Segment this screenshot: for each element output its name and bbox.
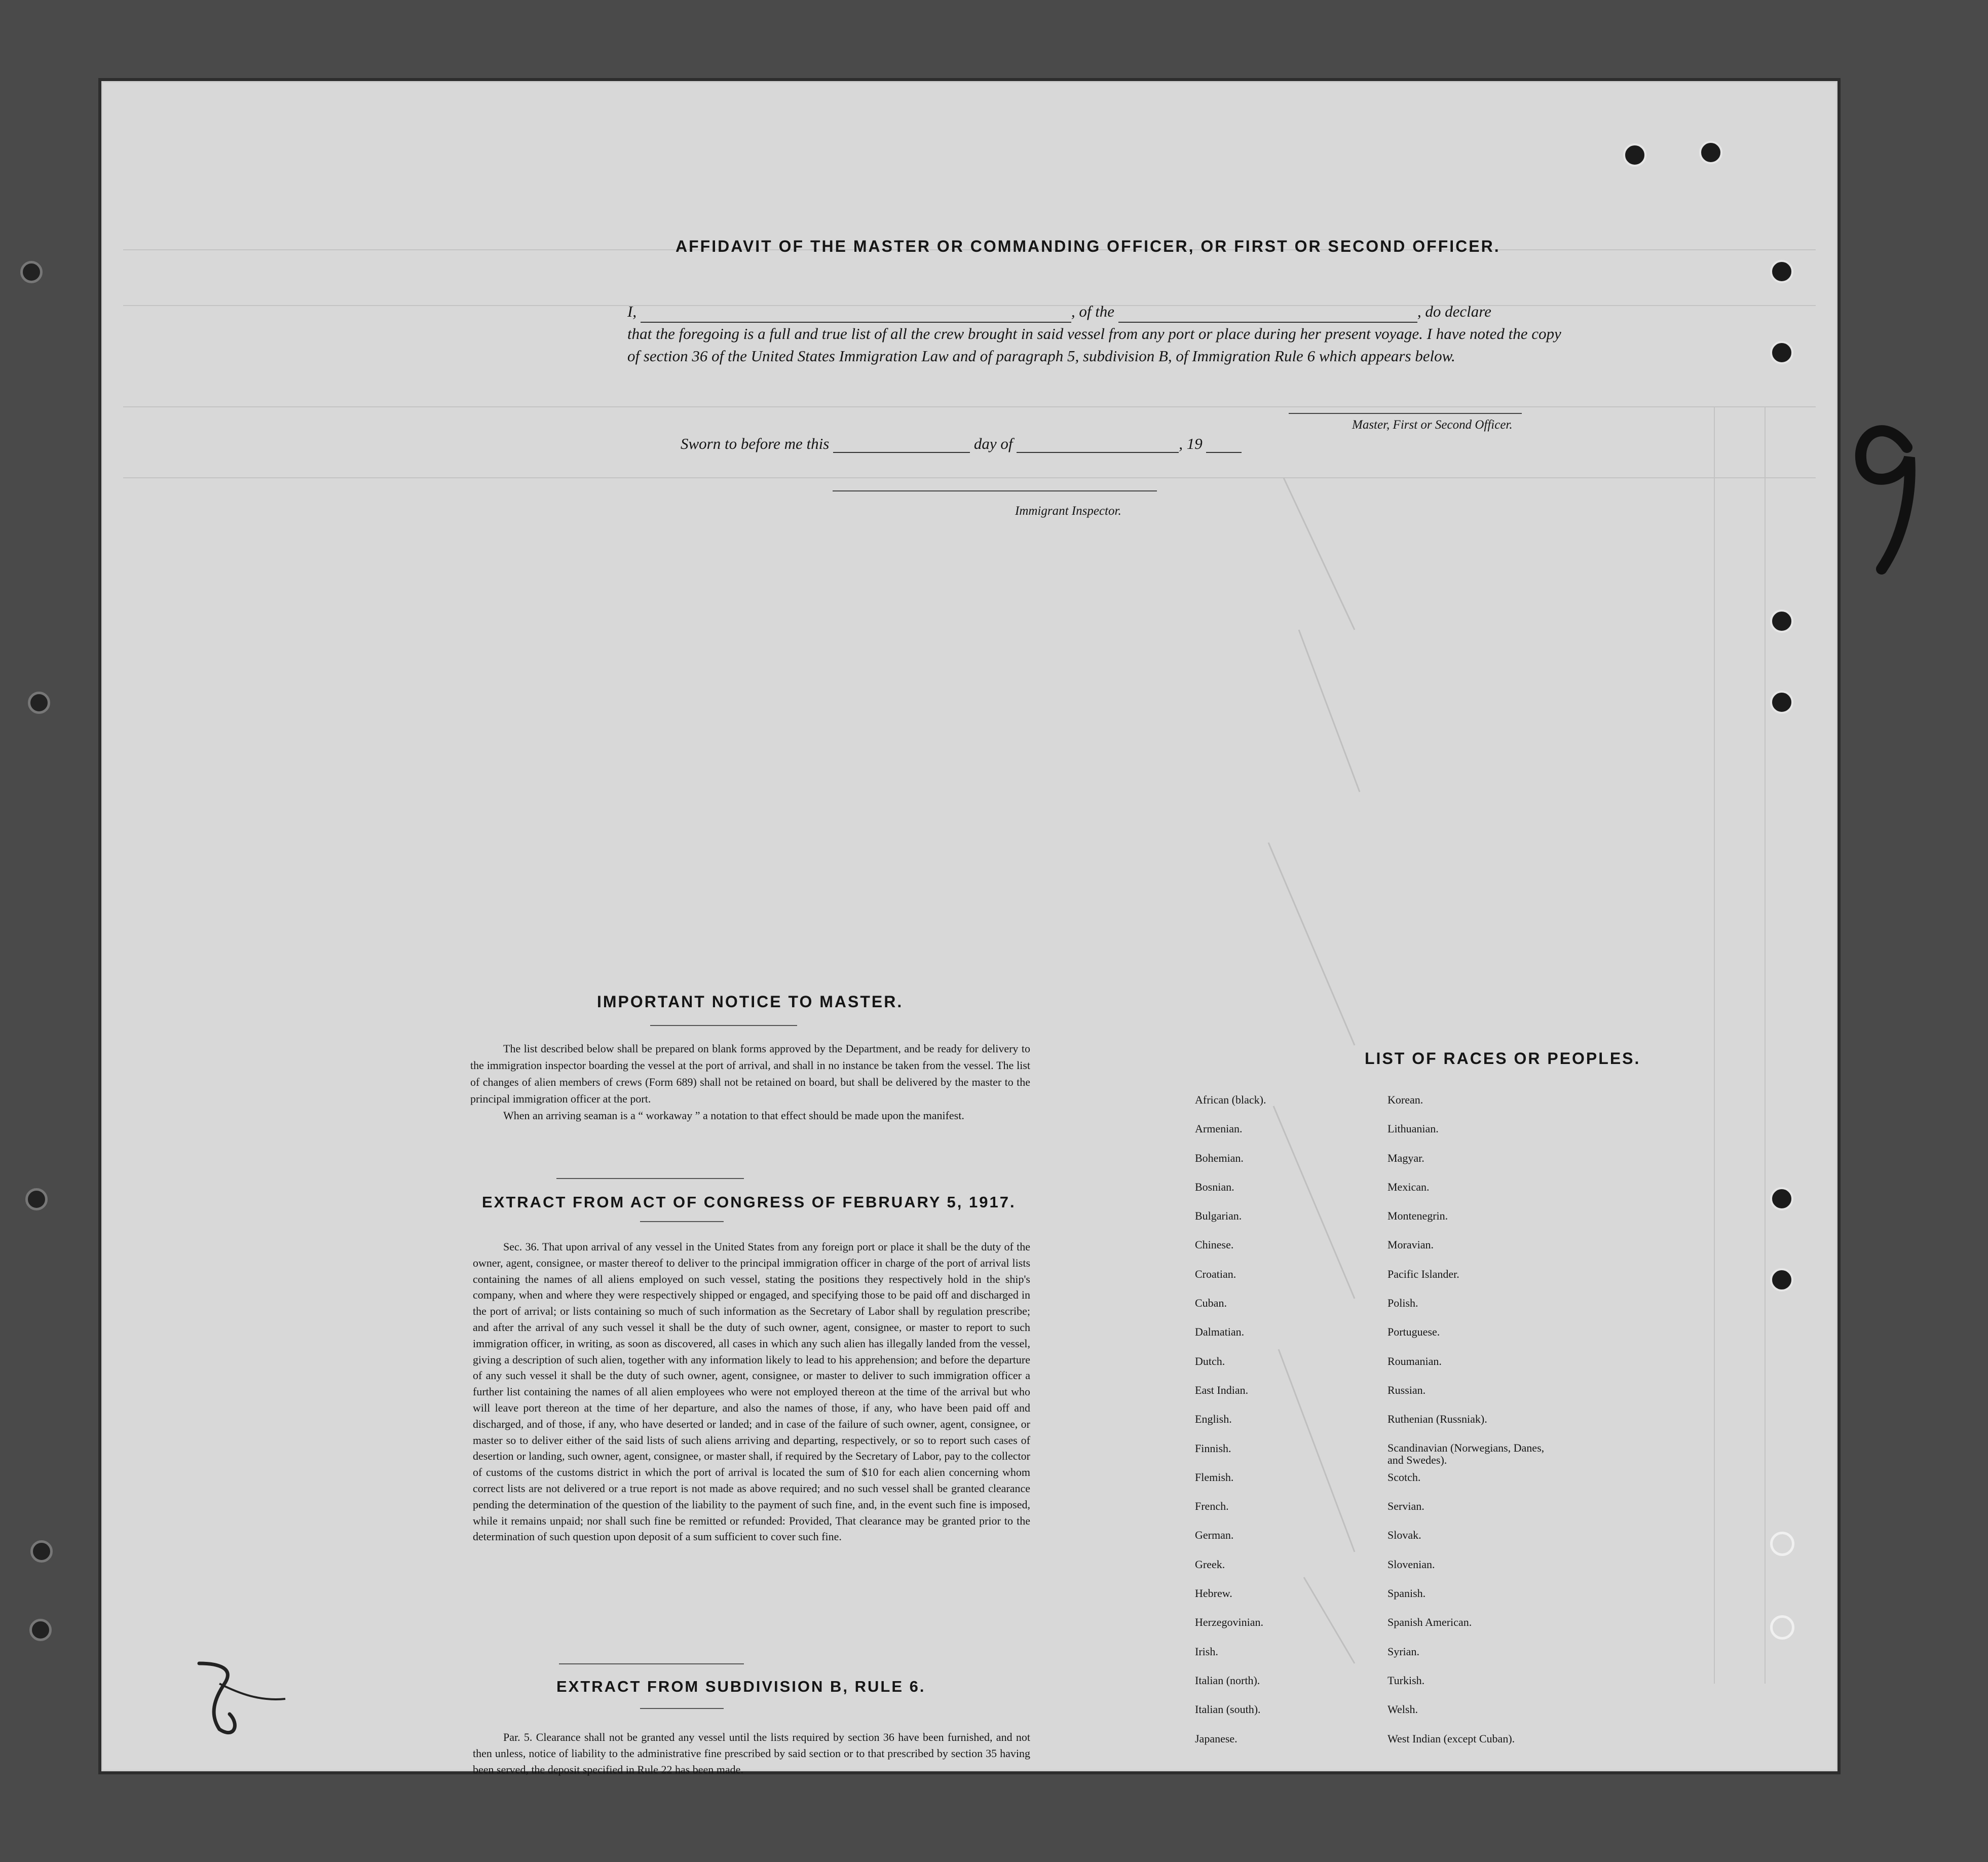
punch-hole-icon [1770, 341, 1793, 364]
race-item: Syrian. [1387, 1645, 1419, 1658]
divider [650, 1025, 797, 1026]
race-item: Bosnian. [1195, 1180, 1234, 1193]
race-item: Spanish. [1387, 1587, 1426, 1600]
race-item: Portuguese. [1387, 1325, 1440, 1339]
punch-hole-icon [1770, 1615, 1794, 1640]
affidavit-do-declare: , do declare [1417, 302, 1491, 320]
punch-hole-icon [1770, 610, 1793, 633]
race-item: Russian. [1387, 1383, 1426, 1396]
race-item: Japanese. [1195, 1732, 1237, 1745]
race-item: Magyar. [1387, 1151, 1424, 1164]
divider [640, 1221, 724, 1222]
manifest-page [101, 81, 1837, 1776]
divider [556, 1178, 744, 1179]
binder-hole-icon [20, 261, 43, 283]
punch-hole-icon [1770, 1187, 1793, 1210]
race-item: Scotch. [1387, 1470, 1421, 1484]
divider [559, 1663, 744, 1664]
affidavit-of-the: , of the [1071, 302, 1115, 320]
race-item: Finnish. [1195, 1441, 1231, 1455]
punch-hole-icon [1623, 143, 1646, 167]
sworn-day-blank[interactable] [833, 452, 970, 453]
race-item: Italian (south). [1195, 1703, 1261, 1716]
race-item: Spanish American. [1387, 1616, 1472, 1629]
races-title: LIST OF RACES OR PEOPLES. [1365, 1049, 1641, 1068]
race-item: West Indian (except Cuban). [1387, 1732, 1515, 1745]
race-item: Croatian. [1195, 1267, 1236, 1280]
race-item: Italian (north). [1195, 1674, 1260, 1687]
race-item: African (black). [1195, 1093, 1266, 1106]
master-signature-blank[interactable] [1289, 413, 1522, 414]
races-right-column [1387, 1093, 1555, 1761]
notice-text [470, 1040, 1030, 1124]
affidavit-text [627, 300, 1565, 367]
race-item: Turkish. [1387, 1674, 1425, 1687]
race-item: Moravian. [1387, 1238, 1434, 1251]
year-prefix: , 19 [1179, 435, 1203, 452]
binder-hole-icon [28, 692, 50, 714]
punch-hole-icon [1699, 141, 1722, 164]
binder-hole-icon [25, 1188, 48, 1210]
race-item: East Indian. [1195, 1383, 1249, 1396]
race-item: Slovak. [1387, 1529, 1421, 1542]
sworn-label: Sworn to before me this [681, 435, 830, 452]
race-item: Bulgarian. [1195, 1209, 1242, 1223]
affidavit-body-text: that the foregoing is a full and true list of all the crew brought in said vessel from any port or place during her present voyage. I have noted the copy of section 36 of the United States Immigration Law and of paragraph 5, subdivision B, of Immigration Rule 6 which appears below. [627, 325, 1561, 365]
race-item: Polish. [1387, 1297, 1418, 1310]
race-item: Dutch. [1195, 1354, 1225, 1367]
divider [640, 1708, 724, 1709]
races-left-column [1195, 1093, 1266, 1761]
punch-hole-icon [1770, 1532, 1794, 1556]
act-section-36-text: Sec. 36. That upon arrival of any vessel in the United States from any foreign port or place it shall be the duty of the owner, agent, consignee, or master thereof to deliver to the principal immigration officer in charge of the port of arrival lists containing the names of all aliens employed on such vessel, stating the positions they respectively hold in the ship's company, when and where they were respectively shipped or engaged, and specifying those to be paid off and discharged in the port of arrival; or lists containing so much of such information as the Secretary of Labor shall by regulation prescribe; and after the arrival of any such vessel it shall be the duty of such owner, agent, consignee, or master to report to such immigration officer, in writing, as soon as discovered, all cases in which any such alien has illegally landed from the vessel, giving a description of such alien, together with any information likely to lead to his apprehension; and before the departure of any such vessel it shall be the duty of such owner, agent, consignee, or master to deliver to such immigration officer a further list containing the names of all alien employees who were not employed thereon at the time of the arrival but who will leave port thereon at the time of her departure, and also the names of those, if any, who have been paid off and discharged, and of those, if any, who have deserted or landed; and in case of the failure of such owner, agent, consignee, or master so to deliver either of the said lists of such aliens arriving and departing, respectively, or so to report such cases of desertion or landing, such owner, agent, consignee, or master shall, if required by the Secretary of Labor, pay to the collector of customs of the customs district in which the port of arrival is located the sum of $10 for each alien concerning whom correct lists are not delivered or a true report is not made as above required; and no such vessel shall be granted clearance pending the determination of the question of the liability to the payment of such fine, and, in the event such fine is imposed, while it remains unpaid; nor shall such fine be remitted or refunded: Provided, That clearance may be granted prior to the determination of such question upon deposit of a sum sufficient to cover such fine. [473, 1240, 1030, 1543]
race-item: Pacific Islander. [1387, 1267, 1459, 1280]
sworn-line [681, 435, 1242, 453]
sworn-year-blank[interactable] [1206, 452, 1242, 453]
sworn-month-blank[interactable] [1017, 452, 1179, 453]
race-item: Hebrew. [1195, 1587, 1232, 1600]
notice-paragraph: The list described below shall be prepared on blank forms approved by the Department, and be ready for delivery to the immigration inspector boarding the vessel at the port of arrival, and shall in no instance be taken from the vessel. The list of changes of alien members of crews (Form 689) shall not be retained on board, but shall be delivered by the master to the principal immigration officer at the port. [470, 1042, 1030, 1105]
notice-title: IMPORTANT NOTICE TO MASTER. [597, 993, 904, 1011]
binder-hole-icon [29, 1619, 52, 1641]
affidavit-i-label: I, [627, 302, 637, 320]
binder-hole-icon [30, 1540, 53, 1563]
race-item: Ruthenian (Russniak). [1387, 1413, 1487, 1426]
race-item: Scandinavian (Norwegians, Danes, and Swedes). [1387, 1441, 1545, 1466]
affidavit-declaration-line [627, 300, 1565, 323]
race-item: Roumanian. [1387, 1354, 1442, 1367]
race-item: Mexican. [1387, 1180, 1430, 1193]
master-signature-label: Master, First or Second Officer. [1352, 418, 1513, 432]
race-item: French. [1195, 1500, 1229, 1513]
notice-paragraph: When an arriving seaman is a “ workaway ” a notation to that effect should be made upon the manifest. [503, 1109, 964, 1122]
race-item: Dalmatian. [1195, 1325, 1245, 1339]
race-item: English. [1195, 1413, 1232, 1426]
race-item: Chinese. [1195, 1238, 1234, 1251]
handwritten-page-number [1851, 417, 1927, 579]
day-of-label: day of [973, 435, 1013, 452]
race-item: Welsh. [1387, 1703, 1418, 1716]
race-item: Irish. [1195, 1645, 1218, 1658]
race-item: Greek. [1195, 1557, 1225, 1571]
race-item: Bohemian. [1195, 1151, 1244, 1164]
race-item: Montenegrin. [1387, 1209, 1448, 1223]
race-item: Korean. [1387, 1093, 1423, 1106]
race-item: Slovenian. [1387, 1557, 1435, 1571]
subdivision-title: EXTRACT FROM SUBDIVISION B, RULE 6. [556, 1678, 926, 1695]
punch-hole-icon [1770, 691, 1793, 714]
punch-hole-icon [1770, 1268, 1793, 1291]
race-item: Flemish. [1195, 1470, 1234, 1484]
race-item: Armenian. [1195, 1122, 1243, 1135]
subdivision-paragraph-5-text: Par. 5. Clearance shall not be granted any vessel until the lists required by section 36 have been furnished, and not then unless, notice of liability to the administrative fine prescribed by said section or to that prescribed by section 35 having been served, the deposit specified in Rule 22 has been made. [473, 1731, 1030, 1776]
race-item: Cuban. [1195, 1297, 1227, 1310]
race-item: Herzegovinian. [1195, 1616, 1263, 1629]
affidavit-title: AFFIDAVIT OF THE MASTER OR COMMANDING OFFICER, OR FIRST OR SECOND OFFICER. [676, 237, 1501, 255]
inspector-label: Immigrant Inspector. [1015, 504, 1121, 518]
race-item: German. [1195, 1529, 1234, 1542]
inspector-signature-blank[interactable] [833, 490, 1157, 491]
act-title: EXTRACT FROM ACT OF CONGRESS OF FEBRUARY 5, 1917. [482, 1193, 1016, 1211]
race-item: Servian. [1387, 1500, 1424, 1513]
race-item: Lithuanian. [1387, 1122, 1439, 1135]
punch-hole-icon [1770, 260, 1793, 283]
handwritten-margin-mark [189, 1653, 290, 1750]
